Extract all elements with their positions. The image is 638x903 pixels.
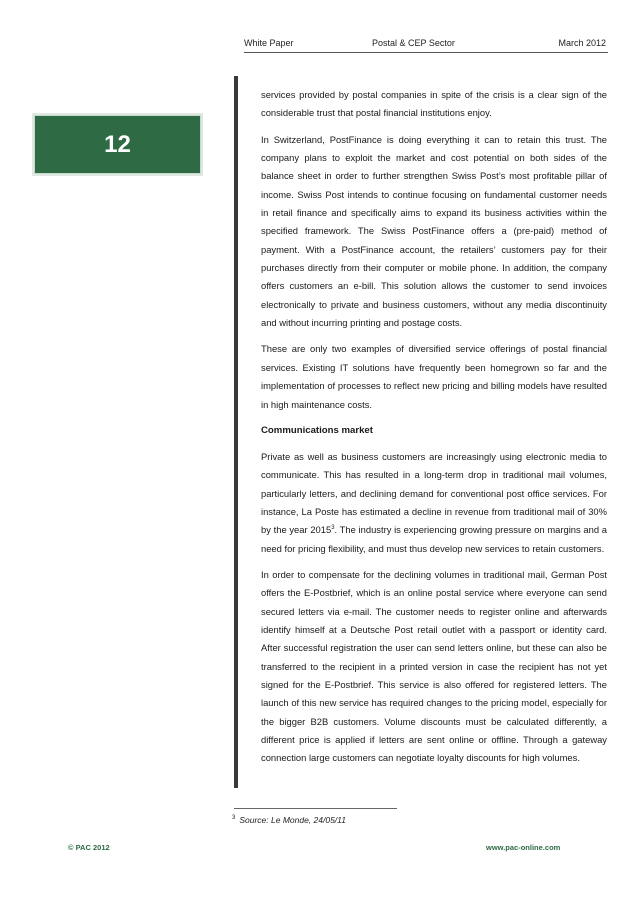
header-sector: Postal & CEP Sector bbox=[372, 38, 455, 48]
paragraph-2: In Switzerland, PostFinance is doing everything it can to retain this trust. The company plans to exploit the market and cost potential on both sides of the balance sheet in order to further strengthen Swiss Post’s most profitable pillar of income. Swiss Post intends to continue focusing on fundamental customer needs in retail finance and specifically aims to expand its business activities within the specified framework. The Swiss PostFinance offers a (pre-paid) method of payment. With a PostFinance account, the retailers’ customers pay for their purchases directly from their computer or mobile phone. In addition, the company offers customers an e-bill. This solution allows the customer to send invoices electronically to private and business customers, without any media discontinuity and without incurring printing and postage costs. bbox=[261, 133, 607, 329]
page-header bbox=[244, 38, 606, 52]
header-doc-type: White Paper bbox=[244, 38, 294, 48]
paragraph-4 bbox=[261, 448, 607, 558]
paragraph-5: In order to compensate for the declining volumes in traditional mail, German Post offers the E-Postbrief, which is an online postal service where everyone can send secured letters via e-mail. The customer needs to register online and afterwards identify himself at a Deutsche Post retail outlet with a passport or identity card. After successful registration the user can send letters online, but these can also be transferred to the recipient in a printed version in case the recipient has not yet signed for the E-Postbrief. This service is also offered for registered letters. The launch of this new service has required changes to the pricing model, especially for the bigger B2B customers. Volume discounts must be calculated differently, a different price is applied if letters are sent online or offline. Through a gateway connection large customers can negotiate loyalty discounts for high volumes. bbox=[261, 568, 607, 764]
footnote-divider bbox=[234, 808, 397, 809]
paragraph-4-part-b: . The industry is experiencing growing pressure on margins and a need for pricing flexibility, and must thus develop new services to retain customers. bbox=[261, 524, 607, 554]
page-number-badge: 12 bbox=[34, 115, 201, 174]
footnote-text: Source: Le Monde, 24/05/11 bbox=[239, 815, 346, 825]
paragraph-4-part-a: Private as well as business customers are increasingly using electronic media to communicate. This has resulted in a long-term drop in traditional mail volumes, particularly letters, and declining demand for conventional post office services. For instance, La Poste has estimated a decline in revenue from traditional mail of 30% by the year 2015 bbox=[261, 450, 607, 536]
footnote-reference[interactable]: 3 bbox=[331, 525, 335, 532]
footer-copyright: © PAC 2012 bbox=[68, 843, 110, 852]
body-text bbox=[261, 86, 607, 776]
paragraph-1: services provided by postal companies in spite of the crisis is a clear sign of the considerable trust that postal financial institutions enjoy. bbox=[261, 89, 607, 119]
footnote bbox=[232, 815, 346, 825]
footnote-mark: 3 bbox=[232, 815, 236, 822]
margin-bar bbox=[234, 76, 238, 788]
header-date: March 2012 bbox=[558, 38, 606, 48]
header-divider bbox=[244, 52, 608, 53]
footer-website-link[interactable]: www.pac-online.com bbox=[486, 843, 561, 852]
paragraph-3: These are only two examples of diversified service offerings of postal financial services. Existing IT solutions have frequently been homegrown so far and the implementation of processes to reflect new pricing and billing models have resulted in high maintenance costs. bbox=[261, 343, 607, 410]
section-heading: Communications market bbox=[261, 424, 373, 436]
